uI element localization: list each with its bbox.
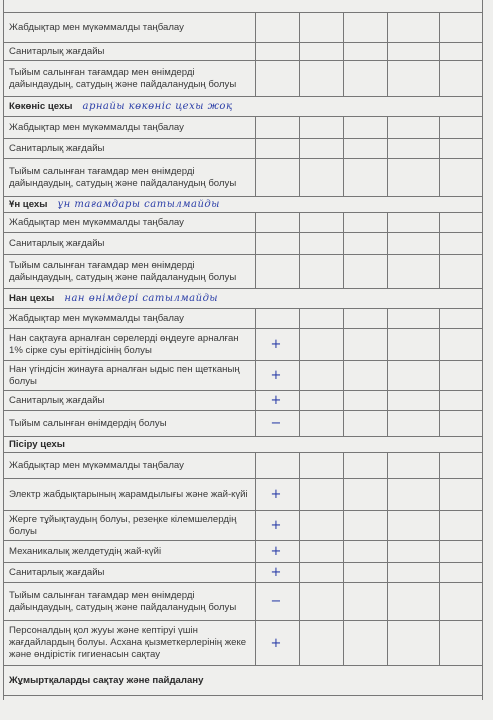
column-divider	[299, 563, 300, 582]
column-divider	[439, 139, 440, 158]
column-divider	[255, 233, 256, 254]
row-text: Жерге тұйықтаудың болуы, резеңке кілемшелердің болуы	[9, 513, 237, 537]
row-text: Нан үгіндісін жинауға арналған ыдыс пен щетканың болуы	[9, 363, 240, 387]
row-text: Санитарлық жағдайы	[9, 566, 105, 578]
section-header-row	[3, 288, 483, 308]
column-divider	[439, 255, 440, 288]
column-divider	[439, 391, 440, 410]
row-label	[9, 411, 251, 436]
row-text: Тыйым салынған өнімдердің болуы	[9, 417, 167, 429]
row-text: Көкөніс цехы	[9, 100, 73, 112]
column-divider	[255, 621, 256, 665]
column-divider	[299, 511, 300, 540]
table-row	[3, 308, 483, 328]
column-divider	[387, 159, 388, 196]
section-title	[9, 197, 479, 212]
section-title	[9, 437, 479, 452]
handwritten-note: арнайы көкөніс цехы жоқ	[82, 100, 233, 112]
column-divider	[387, 233, 388, 254]
table-row	[3, 360, 483, 390]
column-divider	[299, 233, 300, 254]
column-divider	[343, 511, 344, 540]
column-divider	[255, 43, 256, 60]
table-row	[3, 582, 483, 620]
row-label	[9, 583, 251, 620]
table-row	[3, 254, 483, 288]
column-divider	[343, 117, 344, 138]
column-divider	[387, 479, 388, 510]
column-divider	[299, 361, 300, 390]
column-divider	[439, 13, 440, 42]
handwritten-note: ұн тағамдары сатылмайды	[57, 198, 220, 210]
column-divider	[387, 329, 388, 360]
table-row	[3, 452, 483, 478]
minus-mark: −	[270, 594, 282, 609]
row-label	[9, 479, 251, 510]
section-header-row	[3, 196, 483, 212]
column-divider	[343, 13, 344, 42]
row-text: Жабдықтар мен мүкәммалды таңбалау	[9, 312, 184, 324]
row-text: Тыйым салынған тағамдар мен өнімдерді дайындаудың, сатудың және пайдаланудың болуы	[9, 589, 237, 613]
column-divider	[255, 117, 256, 138]
row-label	[9, 43, 251, 60]
column-divider	[439, 361, 440, 390]
column-divider	[343, 329, 344, 360]
row-label	[9, 61, 251, 96]
column-divider	[343, 563, 344, 582]
row-text: Механикалық желдетудің жай-күйі	[9, 545, 162, 557]
table-row	[3, 232, 483, 254]
row-label	[9, 361, 251, 390]
column-divider	[439, 117, 440, 138]
column-divider	[255, 13, 256, 42]
row-label	[9, 309, 251, 328]
row-label	[9, 511, 251, 540]
table-row	[3, 410, 483, 436]
section-header-row	[3, 665, 483, 695]
column-divider	[387, 309, 388, 328]
row-text: Нан сақтауға арналған сөрелерді өңдеуге арналған 1% сірке суы ерітіндісінің болуы	[9, 332, 239, 356]
section-header-row	[3, 96, 483, 116]
column-divider	[343, 255, 344, 288]
column-divider	[299, 159, 300, 196]
row-label	[9, 391, 251, 410]
column-divider	[299, 255, 300, 288]
column-divider	[439, 511, 440, 540]
column-divider	[343, 479, 344, 510]
column-divider	[299, 61, 300, 96]
plus-mark: +	[270, 544, 282, 559]
column-divider	[439, 309, 440, 328]
column-divider	[343, 621, 344, 665]
row-text: Ұн цехы	[9, 198, 48, 210]
row-text: Жұмыртқаларды сақтау және пайдалану	[9, 674, 204, 686]
plus-mark: +	[270, 487, 282, 502]
column-divider	[299, 43, 300, 60]
column-divider	[343, 233, 344, 254]
row-text: Жабдықтар мен мүкәммалды таңбалау	[9, 216, 184, 228]
column-divider	[255, 541, 256, 562]
plus-mark: +	[270, 635, 282, 651]
table-row	[3, 42, 483, 60]
column-divider	[387, 621, 388, 665]
column-divider	[255, 361, 256, 390]
row-label	[9, 621, 251, 665]
table-row	[3, 328, 483, 360]
row-label	[9, 453, 251, 478]
column-divider	[387, 361, 388, 390]
column-divider	[255, 391, 256, 410]
column-divider	[343, 61, 344, 96]
row-label	[9, 139, 251, 158]
table-row	[3, 540, 483, 562]
column-divider	[255, 583, 256, 620]
table-row	[3, 158, 483, 196]
column-divider	[299, 329, 300, 360]
column-divider	[299, 453, 300, 478]
column-divider	[299, 391, 300, 410]
column-divider	[387, 213, 388, 232]
row-text: Электр жабдықтарының жарамдылығы және жай-күйі	[9, 488, 248, 500]
column-divider	[255, 213, 256, 232]
table-row	[3, 390, 483, 410]
column-divider	[387, 13, 388, 42]
minus-mark: −	[270, 416, 282, 431]
row-label	[9, 159, 251, 196]
column-divider	[343, 411, 344, 436]
plus-mark: +	[270, 518, 282, 533]
column-divider	[439, 213, 440, 232]
column-divider	[299, 411, 300, 436]
row-text: Жабдықтар мен мүкәммалды таңбалау	[9, 21, 184, 33]
row-text: Нан цехы	[9, 292, 55, 304]
column-divider	[255, 159, 256, 196]
column-divider	[387, 61, 388, 96]
column-divider	[343, 213, 344, 232]
column-divider	[439, 621, 440, 665]
column-divider	[439, 453, 440, 478]
column-divider	[299, 621, 300, 665]
column-divider	[255, 563, 256, 582]
section-title	[9, 289, 479, 308]
column-divider	[255, 61, 256, 96]
row-text: Жабдықтар мен мүкәммалды таңбалау	[9, 459, 184, 471]
column-divider	[299, 117, 300, 138]
row-text: Санитарлық жағдайы	[9, 394, 105, 406]
column-divider	[255, 479, 256, 510]
column-divider	[255, 255, 256, 288]
section-header-row	[3, 436, 483, 452]
row-label	[9, 213, 251, 232]
column-divider	[387, 541, 388, 562]
column-divider	[439, 541, 440, 562]
row-text: Тыйым салынған тағамдар мен өнімдерді дайындаудың, сатудың және пайдаланудың болуы	[9, 66, 237, 90]
plus-mark: +	[270, 368, 282, 383]
row-label	[9, 255, 251, 288]
row-text: Тыйым салынған тағамдар мен өнімдерді дайындаудың, сатудың және пайдаланудың болуы	[9, 259, 237, 283]
table-row	[3, 212, 483, 232]
column-divider	[439, 479, 440, 510]
column-divider	[387, 583, 388, 620]
row-text: Жабдықтар мен мүкәммалды таңбалау	[9, 121, 184, 133]
table-row	[3, 562, 483, 582]
column-divider	[255, 309, 256, 328]
table-row	[3, 620, 483, 665]
table-row	[3, 478, 483, 510]
table-row	[3, 60, 483, 96]
column-divider	[299, 139, 300, 158]
column-divider	[343, 361, 344, 390]
column-divider	[439, 61, 440, 96]
handwritten-note: нан өнімдері сатылмайды	[64, 292, 219, 304]
column-divider	[343, 159, 344, 196]
column-divider	[439, 233, 440, 254]
column-divider	[299, 13, 300, 42]
column-divider	[439, 43, 440, 60]
column-divider	[439, 583, 440, 620]
row-label	[9, 563, 251, 582]
column-divider	[387, 391, 388, 410]
column-divider	[343, 453, 344, 478]
column-divider	[387, 255, 388, 288]
row-text: Санитарлық жағдайы	[9, 237, 105, 249]
table-row	[3, 510, 483, 540]
table-row	[3, 138, 483, 158]
table-row	[3, 12, 483, 42]
column-divider	[343, 541, 344, 562]
table-row	[3, 116, 483, 138]
column-divider	[387, 139, 388, 158]
column-divider	[299, 583, 300, 620]
column-divider	[255, 139, 256, 158]
column-divider	[299, 213, 300, 232]
row-label	[9, 541, 251, 562]
column-divider	[343, 391, 344, 410]
column-divider	[439, 329, 440, 360]
column-divider	[439, 411, 440, 436]
column-divider	[387, 117, 388, 138]
row-label	[9, 13, 251, 42]
row-text: Тыйым салынған тағамдар мен өнімдерді дайындаудың, сатудың және пайдаланудың болуы	[9, 165, 237, 189]
column-divider	[343, 43, 344, 60]
column-divider	[255, 411, 256, 436]
column-divider	[255, 453, 256, 478]
row-label	[9, 117, 251, 138]
column-divider	[387, 511, 388, 540]
column-divider	[343, 309, 344, 328]
column-divider	[387, 411, 388, 436]
column-divider	[299, 479, 300, 510]
column-divider	[387, 453, 388, 478]
column-divider	[387, 563, 388, 582]
column-divider	[255, 329, 256, 360]
row-text: Пісіру цехы	[9, 438, 65, 450]
plus-mark: +	[270, 565, 282, 580]
column-divider	[299, 309, 300, 328]
plus-mark: +	[270, 337, 282, 352]
section-title	[9, 97, 479, 116]
row-text: Санитарлық жағдайы	[9, 45, 105, 57]
column-divider	[439, 563, 440, 582]
plus-mark: +	[270, 393, 282, 408]
row-text: Санитарлық жағдайы	[9, 142, 105, 154]
column-divider	[255, 511, 256, 540]
row-text: Персоналдың қол жууы және кептіруі үшін жағдайлардың болуы. Асхана қызметкерлерінің жеке және өндірістік гигиенасын сақтау	[9, 625, 247, 660]
column-divider	[439, 159, 440, 196]
row-label	[9, 329, 251, 360]
column-divider	[343, 583, 344, 620]
column-divider	[387, 43, 388, 60]
row-label	[9, 233, 251, 254]
section-title	[9, 666, 479, 695]
table-bottom-border	[3, 695, 483, 696]
column-divider	[299, 541, 300, 562]
column-divider	[343, 139, 344, 158]
